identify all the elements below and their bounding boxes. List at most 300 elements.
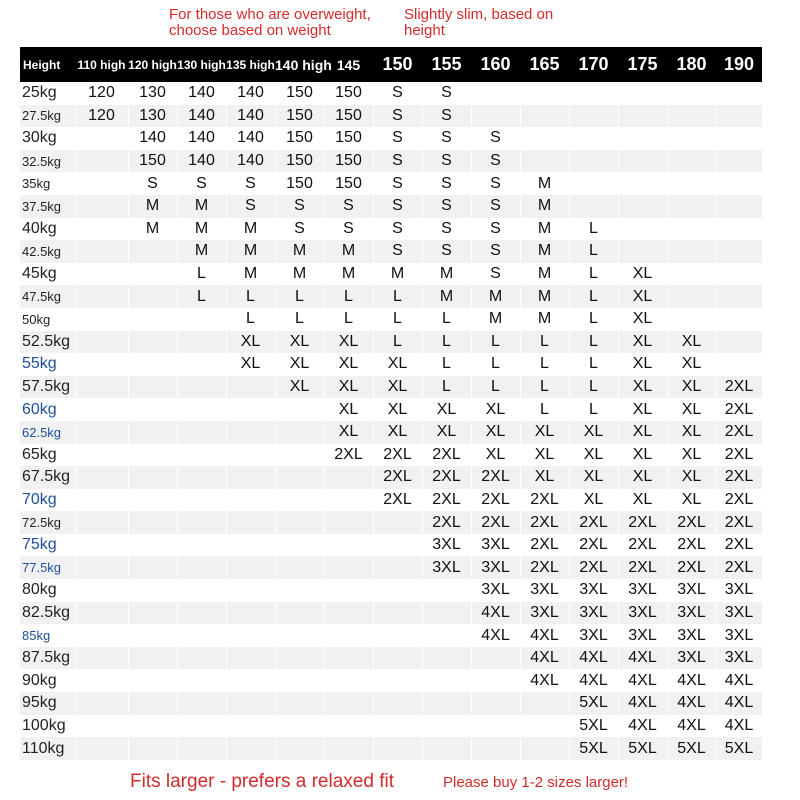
- size-cell: L: [226, 285, 275, 308]
- size-cell: [471, 647, 520, 670]
- size-cell: [716, 308, 762, 331]
- size-cell: [275, 579, 324, 602]
- size-cell: [275, 398, 324, 421]
- size-cell: [618, 150, 667, 173]
- size-cell: [128, 331, 177, 354]
- size-cell: 4XL: [569, 669, 618, 692]
- size-cell: [226, 376, 275, 399]
- size-cell: [226, 579, 275, 602]
- size-cell: XL: [520, 421, 569, 444]
- size-cell: [75, 715, 128, 738]
- size-cell: [128, 489, 177, 512]
- table-row: [20, 331, 762, 354]
- size-cell: [75, 308, 128, 331]
- size-cell: [422, 669, 471, 692]
- size-cell: [422, 624, 471, 647]
- weight-cell: 25kg: [20, 82, 75, 105]
- weight-cell: 80kg: [20, 579, 75, 602]
- size-cell: [275, 556, 324, 579]
- size-cell: S: [226, 195, 275, 218]
- size-cell: 140: [177, 105, 226, 128]
- header-height-9: 160: [480, 54, 511, 74]
- size-cell: XL: [667, 489, 716, 512]
- size-cell: [226, 669, 275, 692]
- weight-cell: 72.5kg: [20, 511, 75, 534]
- table-row: [20, 285, 762, 308]
- size-cell: 3XL: [471, 579, 520, 602]
- size-cell: [373, 692, 422, 715]
- size-cell: [422, 692, 471, 715]
- size-cell: [716, 105, 762, 128]
- size-cell: L: [422, 308, 471, 331]
- size-cell: [324, 737, 373, 760]
- size-cell: 150: [324, 150, 373, 173]
- header-height-3: 130 high: [177, 57, 226, 72]
- size-cell: 3XL: [667, 647, 716, 670]
- size-cell: XL: [324, 376, 373, 399]
- size-cell: [226, 647, 275, 670]
- size-cell: 3XL: [716, 624, 762, 647]
- size-cell: L: [569, 376, 618, 399]
- size-cell: 2XL: [520, 511, 569, 534]
- size-cell: [569, 82, 618, 105]
- size-cell: 2XL: [422, 511, 471, 534]
- size-cell: [75, 466, 128, 489]
- size-cell: 3XL: [471, 534, 520, 557]
- table-row: [20, 105, 762, 128]
- size-cell: [716, 172, 762, 195]
- size-cell: [716, 218, 762, 241]
- size-cell: 150: [324, 172, 373, 195]
- weight-cell: 30kg: [20, 127, 75, 150]
- size-cell: M: [520, 285, 569, 308]
- size-cell: S: [373, 172, 422, 195]
- size-cell: 2XL: [618, 534, 667, 557]
- size-cell: [75, 444, 128, 467]
- size-cell: [128, 715, 177, 738]
- table-row: [20, 398, 762, 421]
- size-cell: [226, 421, 275, 444]
- weight-cell: 52.5kg: [20, 331, 75, 354]
- size-cell: [618, 172, 667, 195]
- weight-cell: 57.5kg: [20, 376, 75, 399]
- weight-cell: 27.5kg: [20, 105, 75, 128]
- size-cell: 3XL: [569, 579, 618, 602]
- size-cell: 3XL: [667, 624, 716, 647]
- size-cell: 150: [324, 105, 373, 128]
- size-cell: [520, 150, 569, 173]
- size-cell: XL: [618, 353, 667, 376]
- size-cell: [667, 308, 716, 331]
- size-cell: [226, 489, 275, 512]
- size-cell: 2XL: [716, 398, 762, 421]
- size-cell: [716, 150, 762, 173]
- size-cell: 4XL: [618, 692, 667, 715]
- size-cell: 4XL: [618, 669, 667, 692]
- size-cell: [75, 331, 128, 354]
- size-cell: [177, 624, 226, 647]
- size-cell: XL: [618, 376, 667, 399]
- size-cell: M: [128, 218, 177, 241]
- weight-cell: 32.5kg: [20, 150, 75, 173]
- size-cell: 4XL: [618, 715, 667, 738]
- size-cell: 5XL: [569, 692, 618, 715]
- size-cell: L: [373, 308, 422, 331]
- size-cell: M: [128, 195, 177, 218]
- size-cell: [75, 647, 128, 670]
- size-cell: [75, 579, 128, 602]
- size-cell: [667, 127, 716, 150]
- size-cell: [275, 421, 324, 444]
- size-cell: 2XL: [422, 444, 471, 467]
- size-cell: 140: [128, 127, 177, 150]
- size-cell: 2XL: [667, 511, 716, 534]
- size-cell: 3XL: [618, 602, 667, 625]
- weight-cell: 87.5kg: [20, 647, 75, 670]
- size-cell: XL: [275, 353, 324, 376]
- fit-note: Fits larger - prefers a relaxed fit: [130, 771, 394, 792]
- table-row: [20, 737, 762, 760]
- size-cell: S: [471, 172, 520, 195]
- size-cell: [520, 127, 569, 150]
- size-cell: [667, 105, 716, 128]
- size-cell: [128, 692, 177, 715]
- table-row: [20, 511, 762, 534]
- size-cell: XL: [373, 353, 422, 376]
- size-cell: M: [226, 218, 275, 241]
- size-cell: 2XL: [716, 489, 762, 512]
- size-cell: [177, 331, 226, 354]
- size-cell: [275, 466, 324, 489]
- size-cell: S: [471, 150, 520, 173]
- size-cell: [324, 579, 373, 602]
- size-cell: S: [422, 127, 471, 150]
- size-cell: XL: [373, 421, 422, 444]
- size-cell: 3XL: [716, 579, 762, 602]
- size-cell: M: [177, 195, 226, 218]
- size-cell: XL: [618, 398, 667, 421]
- size-cell: [128, 669, 177, 692]
- table-row: [20, 376, 762, 399]
- size-cell: L: [569, 331, 618, 354]
- size-cell: [324, 489, 373, 512]
- size-cell: [226, 511, 275, 534]
- size-cell: 5XL: [569, 715, 618, 738]
- weight-cell: 47.5kg: [20, 285, 75, 308]
- size-cell: 4XL: [569, 647, 618, 670]
- size-cell: [716, 331, 762, 354]
- overweight-note: For those who are overweight, choose based on weight: [169, 6, 371, 39]
- size-cell: [75, 127, 128, 150]
- table-row: [20, 195, 762, 218]
- size-cell: M: [275, 240, 324, 263]
- size-cell: [177, 602, 226, 625]
- size-cell: 3XL: [716, 647, 762, 670]
- table-row: [20, 489, 762, 512]
- size-cell: S: [471, 240, 520, 263]
- size-cell: L: [471, 376, 520, 399]
- table-row: [20, 353, 762, 376]
- size-cell: 150: [128, 150, 177, 173]
- size-cell: [75, 421, 128, 444]
- weight-cell: 95kg: [20, 692, 75, 715]
- size-cell: 150: [275, 150, 324, 173]
- size-cell: S: [471, 127, 520, 150]
- size-cell: [177, 534, 226, 557]
- size-cell: [128, 308, 177, 331]
- size-cell: L: [373, 331, 422, 354]
- table-row: [20, 534, 762, 557]
- table-row: [20, 308, 762, 331]
- size-cell: [177, 692, 226, 715]
- size-cell: [324, 511, 373, 534]
- size-cell: M: [520, 195, 569, 218]
- size-cell: 2XL: [324, 444, 373, 467]
- size-cell: S: [422, 172, 471, 195]
- size-cell: XL: [471, 444, 520, 467]
- table-row: [20, 692, 762, 715]
- table-row: [20, 421, 762, 444]
- size-cell: [520, 715, 569, 738]
- size-cell: 150: [324, 127, 373, 150]
- size-cell: [75, 398, 128, 421]
- size-cell: [226, 466, 275, 489]
- size-cell: XL: [226, 353, 275, 376]
- size-cell: 2XL: [520, 556, 569, 579]
- header-height-4: 135 high: [226, 57, 275, 72]
- size-cell: M: [520, 240, 569, 263]
- size-cell: M: [373, 263, 422, 286]
- size-cell: [75, 489, 128, 512]
- size-cell: M: [471, 285, 520, 308]
- size-cell: [177, 489, 226, 512]
- weight-cell: 40kg: [20, 218, 75, 241]
- size-cell: S: [422, 150, 471, 173]
- header-row: [20, 47, 762, 82]
- size-cell: 3XL: [618, 624, 667, 647]
- size-cell: 150: [275, 172, 324, 195]
- size-cell: [667, 172, 716, 195]
- size-cell: [75, 218, 128, 241]
- size-cell: [373, 624, 422, 647]
- table-row: [20, 624, 762, 647]
- size-cell: 150: [275, 105, 324, 128]
- size-cell: [373, 534, 422, 557]
- size-cell: [667, 285, 716, 308]
- size-cell: 2XL: [716, 534, 762, 557]
- size-cell: [618, 82, 667, 105]
- size-cell: S: [373, 240, 422, 263]
- size-cell: [569, 127, 618, 150]
- size-cell: 140: [177, 127, 226, 150]
- size-cell: L: [275, 308, 324, 331]
- size-cell: [471, 715, 520, 738]
- size-cell: [128, 624, 177, 647]
- table-row: [20, 579, 762, 602]
- size-cell: 5XL: [716, 737, 762, 760]
- size-cell: XL: [618, 285, 667, 308]
- size-cell: [520, 105, 569, 128]
- size-cell: 3XL: [471, 556, 520, 579]
- size-cell: [177, 398, 226, 421]
- size-cell: [373, 511, 422, 534]
- size-cell: XL: [618, 421, 667, 444]
- size-cell: 2XL: [569, 534, 618, 557]
- size-cell: M: [324, 240, 373, 263]
- weight-cell: 100kg: [20, 715, 75, 738]
- size-cell: L: [324, 285, 373, 308]
- size-cell: [716, 240, 762, 263]
- size-cell: [716, 127, 762, 150]
- size-cell: 2XL: [373, 489, 422, 512]
- size-cell: S: [471, 218, 520, 241]
- size-cell: L: [520, 398, 569, 421]
- size-cell: [177, 421, 226, 444]
- size-cell: [422, 737, 471, 760]
- size-cell: L: [520, 353, 569, 376]
- size-cell: [275, 737, 324, 760]
- size-cell: 5XL: [667, 737, 716, 760]
- size-cell: [618, 105, 667, 128]
- size-cell: L: [471, 353, 520, 376]
- weight-cell: 65kg: [20, 444, 75, 467]
- size-cell: [75, 556, 128, 579]
- size-cell: [667, 240, 716, 263]
- size-cell: [275, 715, 324, 738]
- size-cell: 3XL: [667, 602, 716, 625]
- size-cell: 4XL: [520, 647, 569, 670]
- size-cell: L: [226, 308, 275, 331]
- size-cell: 3XL: [716, 602, 762, 625]
- size-cell: XL: [226, 331, 275, 354]
- weight-cell: 50kg: [20, 308, 75, 331]
- size-cell: XL: [667, 398, 716, 421]
- size-cell: 4XL: [667, 669, 716, 692]
- size-cell: [373, 715, 422, 738]
- size-cell: 3XL: [667, 579, 716, 602]
- table-row: [20, 218, 762, 241]
- size-cell: [716, 195, 762, 218]
- size-cell: [226, 556, 275, 579]
- size-cell: XL: [618, 331, 667, 354]
- size-cell: [128, 353, 177, 376]
- size-cell: M: [422, 263, 471, 286]
- table-row: [20, 444, 762, 467]
- size-cell: L: [422, 376, 471, 399]
- size-cell: 2XL: [520, 534, 569, 557]
- size-cell: 2XL: [667, 556, 716, 579]
- size-cell: 130: [128, 105, 177, 128]
- size-cell: [128, 285, 177, 308]
- weight-cell: 85kg: [20, 624, 75, 647]
- size-cell: 4XL: [716, 669, 762, 692]
- size-cell: [716, 82, 762, 105]
- size-cell: [569, 150, 618, 173]
- size-cell: [226, 444, 275, 467]
- size-cell: [324, 715, 373, 738]
- size-cell: XL: [618, 444, 667, 467]
- size-cell: [177, 737, 226, 760]
- size-cell: 2XL: [471, 466, 520, 489]
- size-cell: [373, 556, 422, 579]
- size-cell: 120: [75, 105, 128, 128]
- size-cell: [75, 195, 128, 218]
- size-chart-table: [20, 47, 763, 760]
- weight-cell: 90kg: [20, 669, 75, 692]
- size-cell: XL: [569, 466, 618, 489]
- size-cell: [275, 692, 324, 715]
- table-row: [20, 556, 762, 579]
- size-cell: 140: [226, 82, 275, 105]
- size-cell: L: [422, 331, 471, 354]
- size-cell: S: [422, 218, 471, 241]
- size-cell: 4XL: [520, 624, 569, 647]
- size-cell: [716, 353, 762, 376]
- size-cell: L: [177, 263, 226, 286]
- size-cell: S: [324, 195, 373, 218]
- size-cell: 130: [128, 82, 177, 105]
- weight-cell: 37.5kg: [20, 195, 75, 218]
- size-cell: [520, 692, 569, 715]
- size-cell: [324, 669, 373, 692]
- size-cell: [75, 737, 128, 760]
- size-cell: M: [422, 285, 471, 308]
- size-cell: [373, 602, 422, 625]
- size-cell: [75, 534, 128, 557]
- size-cell: [128, 421, 177, 444]
- size-cell: [128, 737, 177, 760]
- size-cell: [128, 240, 177, 263]
- size-cell: XL: [618, 308, 667, 331]
- size-cell: 3XL: [569, 624, 618, 647]
- size-cell: [128, 398, 177, 421]
- table-row: [20, 240, 762, 263]
- size-cell: M: [324, 263, 373, 286]
- size-cell: [75, 285, 128, 308]
- header-height-5: 140 high: [275, 56, 332, 73]
- size-cell: [177, 579, 226, 602]
- size-cell: 3XL: [520, 602, 569, 625]
- size-cell: XL: [373, 398, 422, 421]
- size-cell: [324, 534, 373, 557]
- size-cell: XL: [373, 376, 422, 399]
- size-cell: 4XL: [471, 602, 520, 625]
- size-cell: S: [373, 195, 422, 218]
- size-cell: [177, 715, 226, 738]
- size-cell: 140: [177, 82, 226, 105]
- size-cell: S: [422, 195, 471, 218]
- size-cell: 3XL: [618, 579, 667, 602]
- size-cell: [618, 218, 667, 241]
- size-cell: S: [422, 240, 471, 263]
- size-cell: M: [226, 240, 275, 263]
- size-cell: S: [373, 218, 422, 241]
- size-cell: 2XL: [373, 444, 422, 467]
- size-cell: 140: [177, 150, 226, 173]
- weight-cell: 55kg: [20, 353, 75, 376]
- size-cell: XL: [471, 421, 520, 444]
- size-cell: [177, 511, 226, 534]
- size-cell: [618, 127, 667, 150]
- size-cell: L: [471, 331, 520, 354]
- size-cell: L: [520, 331, 569, 354]
- size-cell: [373, 579, 422, 602]
- size-cell: S: [422, 82, 471, 105]
- size-cell: S: [373, 127, 422, 150]
- size-cell: 2XL: [618, 511, 667, 534]
- size-cell: XL: [422, 398, 471, 421]
- size-cell: 2XL: [667, 534, 716, 557]
